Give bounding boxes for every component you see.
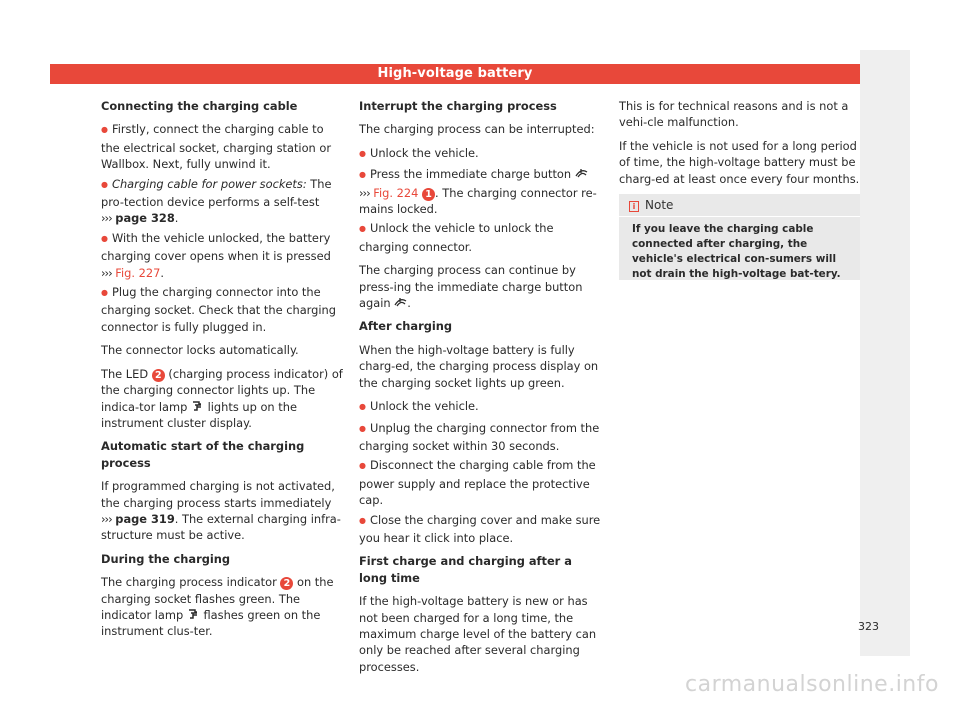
list-item: ● Charging cable for power sockets: The pro-tection device performs a self-test ››› page 328. — [101, 176, 345, 227]
immediate-charge-icon — [394, 296, 407, 308]
heading-after-charging: After charging — [359, 319, 453, 334]
note-header: i Note — [619, 194, 860, 217]
paragraph: The connector locks automatically. — [101, 343, 299, 358]
watermark: carmanualsonline.info — [685, 672, 939, 697]
column-3 — [619, 98, 862, 194]
callout-badge: 2 — [152, 369, 165, 382]
bullet-icon — [359, 458, 370, 472]
charging-lamp-icon — [191, 400, 204, 412]
bullet-icon — [359, 167, 370, 181]
bullet-icon — [359, 146, 370, 160]
list-item: ● Unlock the vehicle to unlock the charging connector. — [359, 220, 603, 255]
section-header: High-voltage battery — [50, 64, 860, 84]
list-item: ● With the vehicle unlocked, the battery charging cover opens when it is pressed ››› Fig. 227. — [101, 230, 345, 281]
list-item: ● Plug the charging connector into the charging socket. Check that the charging connector is fully plugged in. — [101, 284, 345, 335]
page-reference-link[interactable]: page 319 — [115, 511, 175, 526]
paragraph: If the vehicle is not used for a long period of time, the high-voltage battery must be charg-ed at least once every four months. — [619, 138, 860, 186]
note-body: If you leave the charging cable connected after charging, the vehicle's electrical con-sumers will not drain the high-voltage bat-tery. — [632, 223, 841, 280]
list-item: ● Unlock the vehicle. — [359, 398, 603, 416]
paragraph: When the high-voltage battery is fully charg-ed, the charging process display on the charging socket lights up green. — [359, 342, 599, 390]
list-item: ● Press the immediate charge button ››› Fig. 224 1 . The charging connector re-mains locked. — [359, 166, 603, 217]
column-1 — [101, 98, 345, 647]
paragraph: The charging process can be interrupted: — [359, 122, 595, 137]
paragraph: The LED 2 (charging process indicator) of the charging connector lights up. The indica-tor lamp lights up on the instrument cluster display. — [101, 366, 343, 430]
page-reference-link[interactable]: page 328 — [115, 211, 175, 226]
immediate-charge-icon — [575, 167, 588, 179]
list-item: ● Disconnect the charging cable from the power supply and replace the protective cap. — [359, 457, 603, 508]
list-item: ● Close the charging cover and make sure you hear it click into place. — [359, 512, 603, 547]
bullet-icon — [101, 285, 112, 299]
paragraph: If programmed charging is not activated, the charging process starts immediately ››› page 319. The external charging infra-structure must be active. — [101, 479, 341, 543]
heading-during-charging: During the charging — [101, 551, 231, 566]
callout-badge: 2 — [280, 577, 293, 590]
paragraph: This is for technical reasons and is not a vehi-cle malfunction. — [619, 99, 849, 130]
heading-automatic-start: Automatic start of the charging process — [101, 439, 305, 470]
page-number: 323 — [858, 620, 879, 633]
bullet-icon — [101, 231, 112, 245]
figure-reference-link[interactable]: Fig. 224 — [373, 185, 419, 200]
bullet-icon — [359, 399, 370, 413]
bullet-icon — [359, 421, 370, 435]
heading-interrupt: Interrupt the charging process — [359, 99, 557, 113]
bullet-icon — [101, 122, 112, 136]
list-item: ● Firstly, connect the charging cable to the electrical socket, charging station or Wallbox. Next, fully unwind it. — [101, 121, 345, 172]
bullet-icon — [101, 177, 112, 191]
info-icon: i — [629, 201, 639, 212]
paragraph: The charging process can continue by press-ing the immediate charge button again . — [359, 263, 583, 311]
callout-badge: 1 — [422, 188, 435, 201]
list-item: ● Unplug the charging connector from the charging socket within 30 seconds. — [359, 420, 603, 455]
list-item: ● Unlock the vehicle. — [359, 145, 603, 163]
bullet-icon — [359, 513, 370, 527]
charging-lamp-icon — [187, 608, 200, 620]
figure-reference-link[interactable]: Fig. 227 — [115, 265, 161, 280]
heading-connecting: Connecting the charging cable — [101, 99, 298, 113]
paragraph: If the high-voltage battery is new or has not been charged for a long time, the maximum charge level of the battery can only be reached after several charging processes. — [359, 594, 597, 674]
paragraph: The charging process indicator 2 on the charging socket flashes green. The indicator lamp flashes green on the instrument clus-ter. — [101, 575, 334, 639]
column-2 — [359, 98, 603, 682]
note-box — [619, 194, 860, 280]
heading-first-charge: First charge and charging after a long time — [359, 554, 572, 585]
bullet-icon — [359, 221, 370, 235]
